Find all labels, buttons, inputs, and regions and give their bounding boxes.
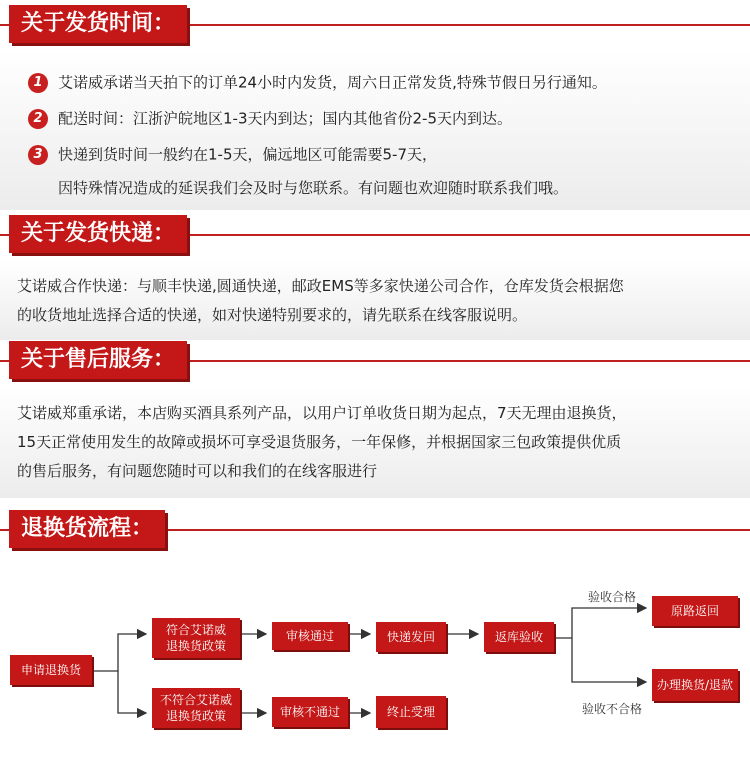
review-fail-step: 审核不通过 [272, 697, 348, 727]
section-header-after-sales [0, 336, 750, 386]
list-item-text: 艾诺威承诺当天拍下的订单24小时内发货，周六日正常发货,特殊节假日另行通知。 [58, 73, 607, 92]
list-item [28, 144, 437, 165]
section-title: 关于售后服务： [9, 341, 187, 379]
apply-return-step: 申请退换货 [10, 655, 92, 685]
list-item-text: 配送时间：江浙沪皖地区1-3天内到达；国内其他省份2-5天内到达。 [58, 109, 513, 128]
courier-paragraph [17, 272, 737, 330]
return-check-step: 返库验收 [484, 622, 554, 652]
terminate-step: 终止受理 [376, 696, 446, 728]
number-3-icon: 3 [28, 145, 48, 165]
section-header-shipping-time [0, 0, 750, 50]
section-title: 关于发货时间： [9, 5, 187, 43]
list-item [28, 72, 607, 93]
not-eligible-policy-step: 不符合艾诺威退换货政策 [152, 688, 240, 728]
list-item [28, 108, 512, 129]
flow-arrows [0, 558, 750, 768]
list-item-continuation: 因特殊情况造成的延误我们会及时与您联系。有问题也欢迎随时联系我们哦。 [58, 179, 569, 197]
paragraph-line: 的售后服务，有问题您随时可以和我们的在线客服进行 [17, 462, 378, 480]
section-header-return-process [0, 505, 750, 555]
return-flowchart [0, 558, 750, 768]
ship-back-step: 快递发回 [376, 622, 446, 652]
paragraph-line: 艾诺威郑重承诺，本店购买酒具系列产品，以用户订单收货日期为起点，7天无理由退换货， [17, 404, 627, 422]
section-title: 退换货流程： [9, 510, 165, 548]
check-fail-label: 验收不合格 [582, 702, 643, 716]
exchange-refund-step: 办理换货/退款 [652, 669, 738, 701]
review-pass-step: 审核通过 [272, 622, 348, 650]
paragraph-line: 艾诺威合作快递：与顺丰快递,圆通快递，邮政EMS等多家快递公司合作，仓库发货会根据您 [17, 277, 624, 295]
original-return-step: 原路返回 [652, 596, 738, 626]
paragraph-line: 的收货地址选择合适的快递，如对快递特别要求的，请先联系在线客服说明。 [17, 306, 528, 324]
check-pass-label: 验收合格 [588, 590, 637, 604]
section-title: 关于发货快递： [9, 215, 187, 253]
list-item-text: 快递到货时间一般约在1-5天，偏远地区可能需要5-7天， [58, 145, 438, 164]
after-sales-paragraph [17, 399, 737, 486]
eligible-policy-step: 符合艾诺威退换货政策 [152, 618, 240, 658]
number-2-icon: 2 [28, 109, 48, 129]
number-1-icon: 1 [28, 73, 48, 93]
section-header-courier [0, 210, 750, 260]
paragraph-line: 15天正常使用发生的故障或损坏可享受退货服务，一年保修，并根据国家三包政策提供优质 [17, 433, 622, 451]
